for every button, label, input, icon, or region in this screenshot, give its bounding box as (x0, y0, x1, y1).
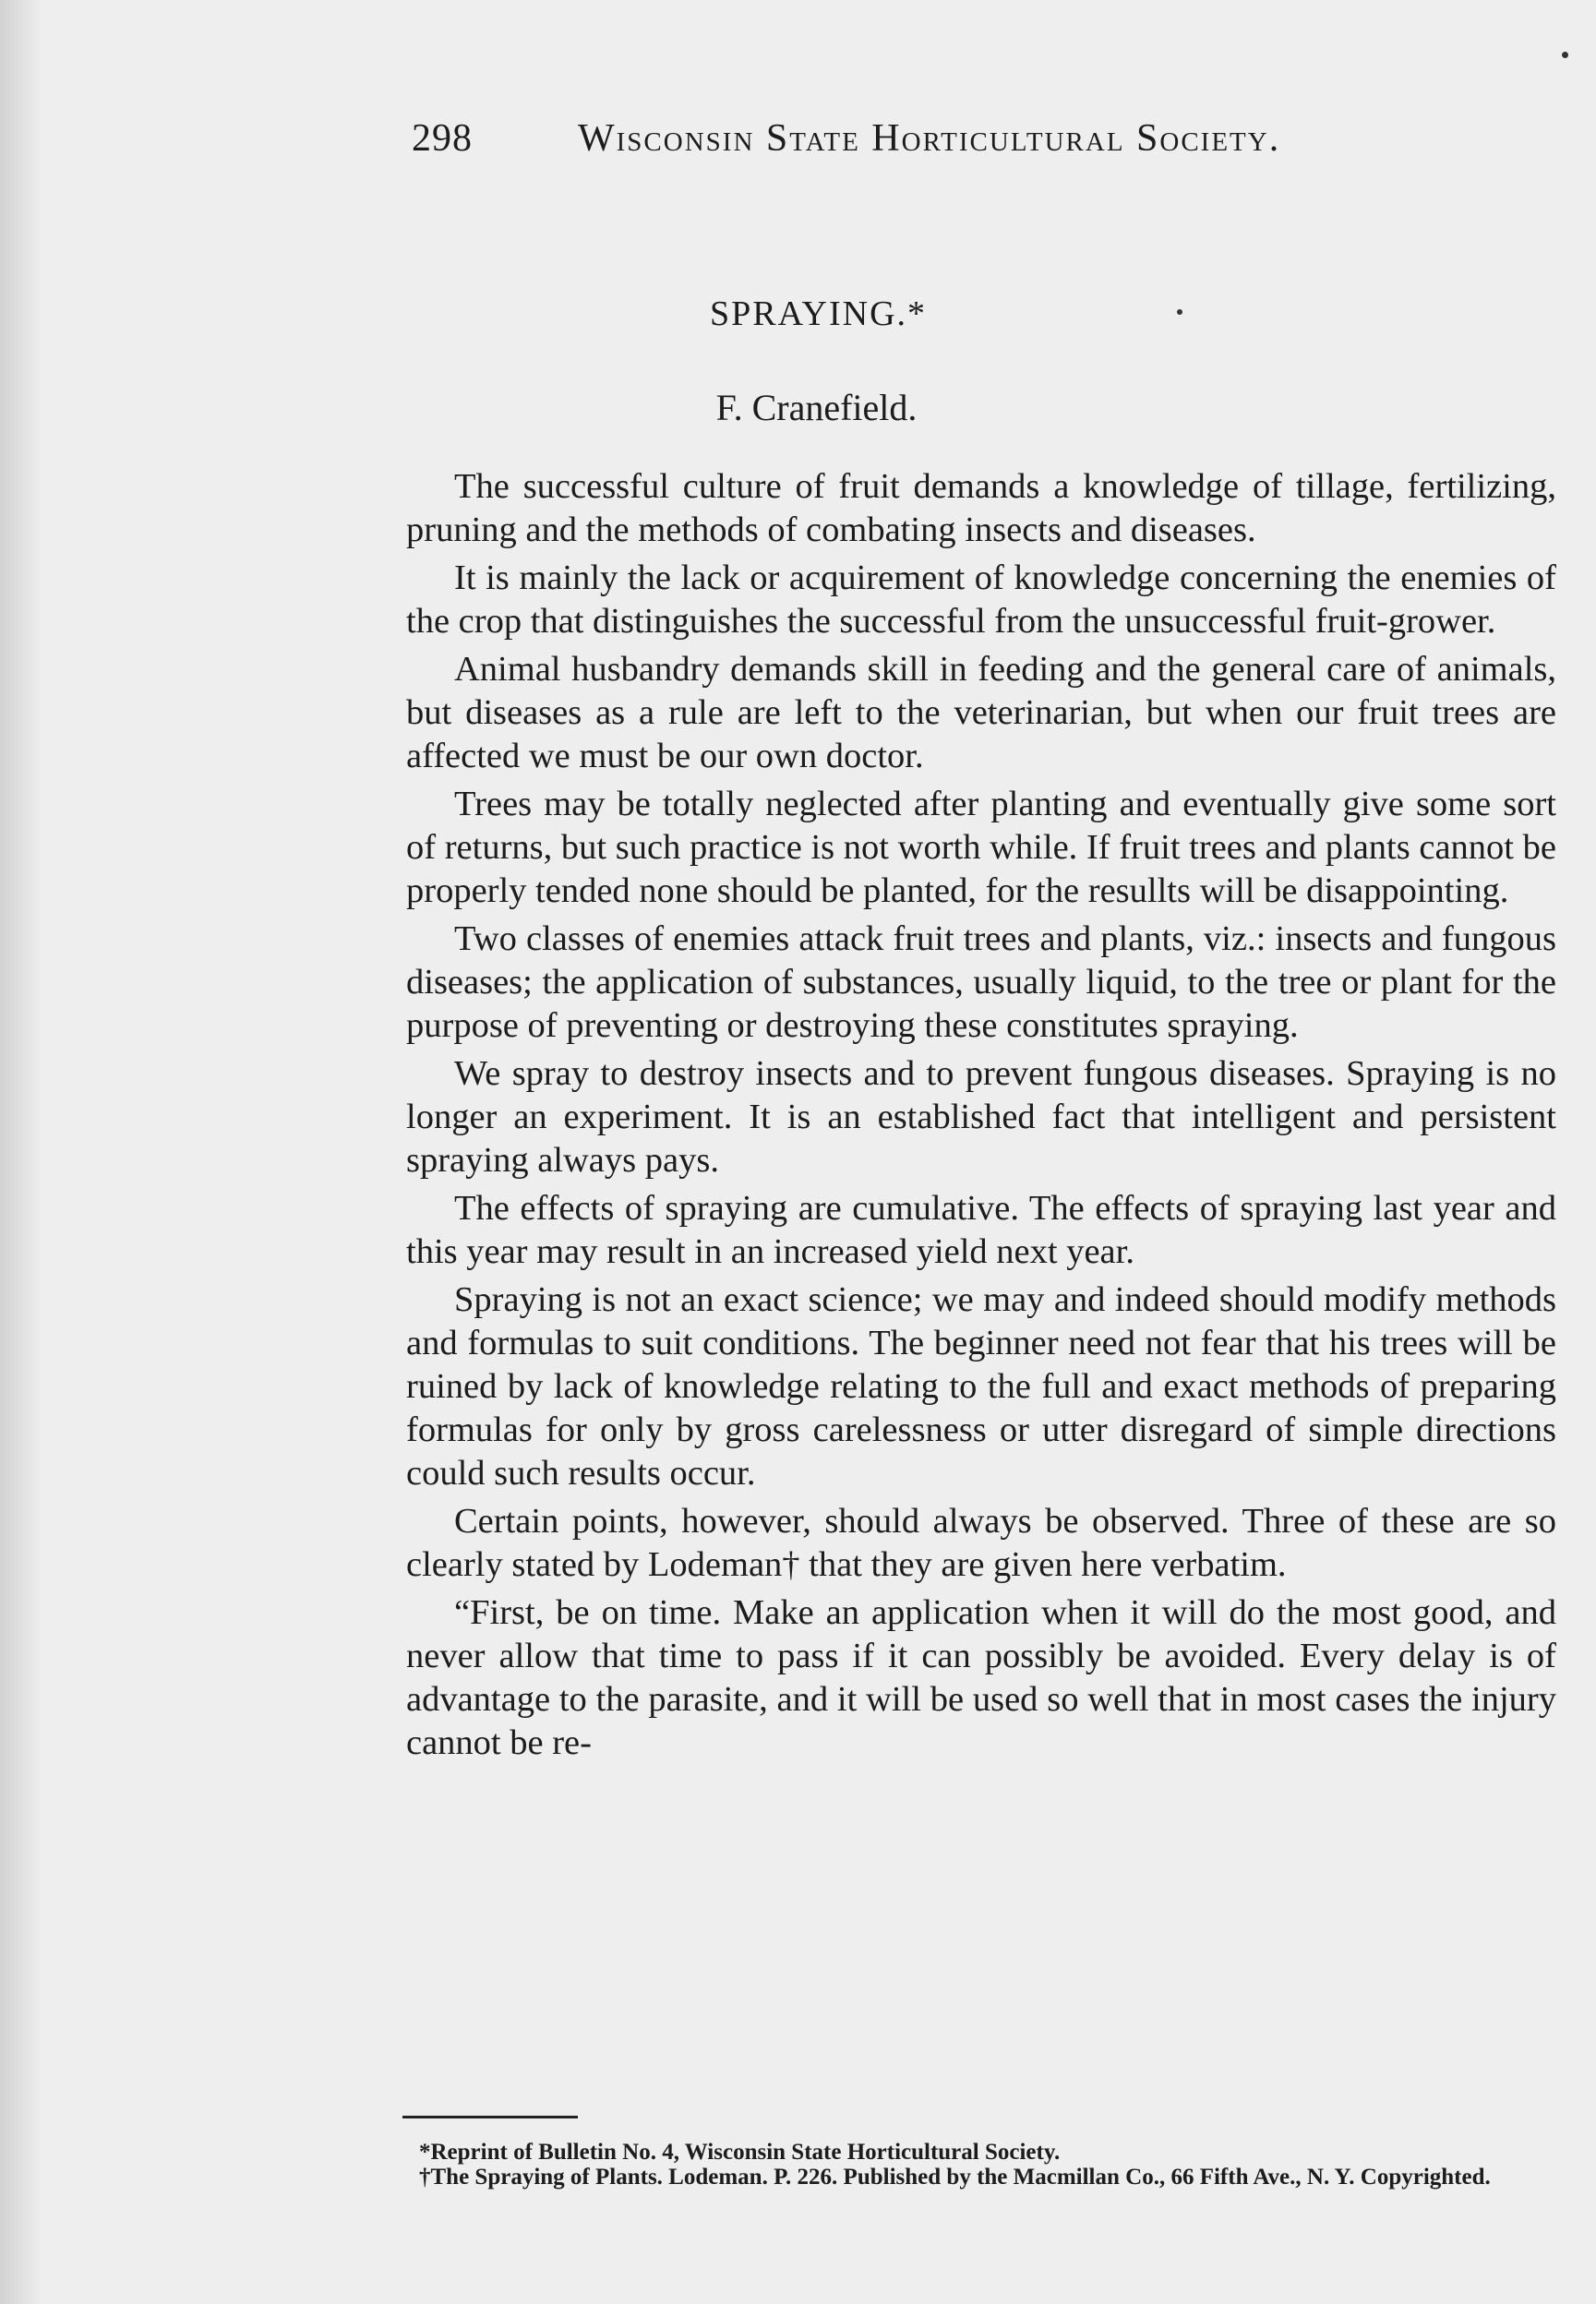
paragraph: Trees may be totally neglected after planting and eventually give some sort of returns, but such practice is not worth while. If fruit trees and plants cannot be properly tended none should be planted, for the resullts will be disappointing. (406, 785, 1556, 910)
footnote-rule (402, 2116, 578, 2118)
paragraph: Certain points, however, should always be observed. Three of these are so clearly stated by Lodeman† that they are given here verbatim. (406, 1502, 1556, 1584)
paragraph: Spraying is not an exact science; we may and indeed should modify methods and formulas to suit conditions. The beginner need not fear that his trees will be ruined by lack of knowledge relating to the full and exact methods of preparing formulas for only by gross carelessness or utter disregard of simple directions could such results occur. (406, 1280, 1556, 1493)
journal-title: Wisconsin State Horticultural Society. (578, 117, 1281, 160)
article-title (0, 294, 1596, 334)
scan-speck (1562, 52, 1568, 58)
footnotes (401, 2140, 1554, 2190)
scan-speck (1177, 309, 1182, 315)
paragraph: Animal husbandry demands skill in feeding and the general care of animals, but diseases as a rule are left to the veterinarian, but when our fruit trees are affected we must be our own doctor. (406, 650, 1556, 775)
article-title-text: SPRAYING.* (709, 294, 928, 333)
page-edge-shadow (0, 0, 39, 2304)
footnote: *Reprint of Bulletin No. 4, Wisconsin State Horticultural Society. (419, 2140, 1061, 2165)
author-line (0, 386, 1596, 429)
paragraph: It is mainly the lack or acquirement of knowledge concerning the enemies of the crop that distinguishes the successful from the unsuccessful fruit-grower. (406, 558, 1556, 641)
paragraph: The effects of spraying are cumulative. The effects of spraying last year and this year may result in an increased yield next year. (406, 1189, 1556, 1271)
author-name: F. Cranefield. (715, 387, 918, 428)
paragraph: “First, be on time. Make an application when it will do the most good, and never allow that time to pass if it can possibly be avoided. Every delay is of advantage to the parasite, and it will be used so well that in most cases the injury cannot be re- (406, 1593, 1556, 1762)
page-number: 298 (412, 117, 473, 160)
running-head (412, 116, 1409, 172)
paragraph: Two classes of enemies attack fruit trees and plants, viz.: insects and fungous diseases; the application of substances, usually liquid, to the tree or plant for the purpose of preventing or destroying these constitutes spraying. (406, 919, 1556, 1045)
article-body (406, 465, 1556, 1770)
paragraph: The successful culture of fruit demands a knowledge of tillage, fertilizing, pruning and the methods of combating insects and diseases. (406, 467, 1556, 549)
footnote: †The Spraying of Plants. Lodeman. P. 226. Published by the Macmillan Co., 66 Fifth Ave., N. Y. Copyrighted. (419, 2165, 1491, 2190)
paragraph: We spray to destroy insects and to prevent fungous diseases. Spraying is no longer an experiment. It is an established fact that intelligent and persistent spraying always pays. (406, 1054, 1556, 1180)
